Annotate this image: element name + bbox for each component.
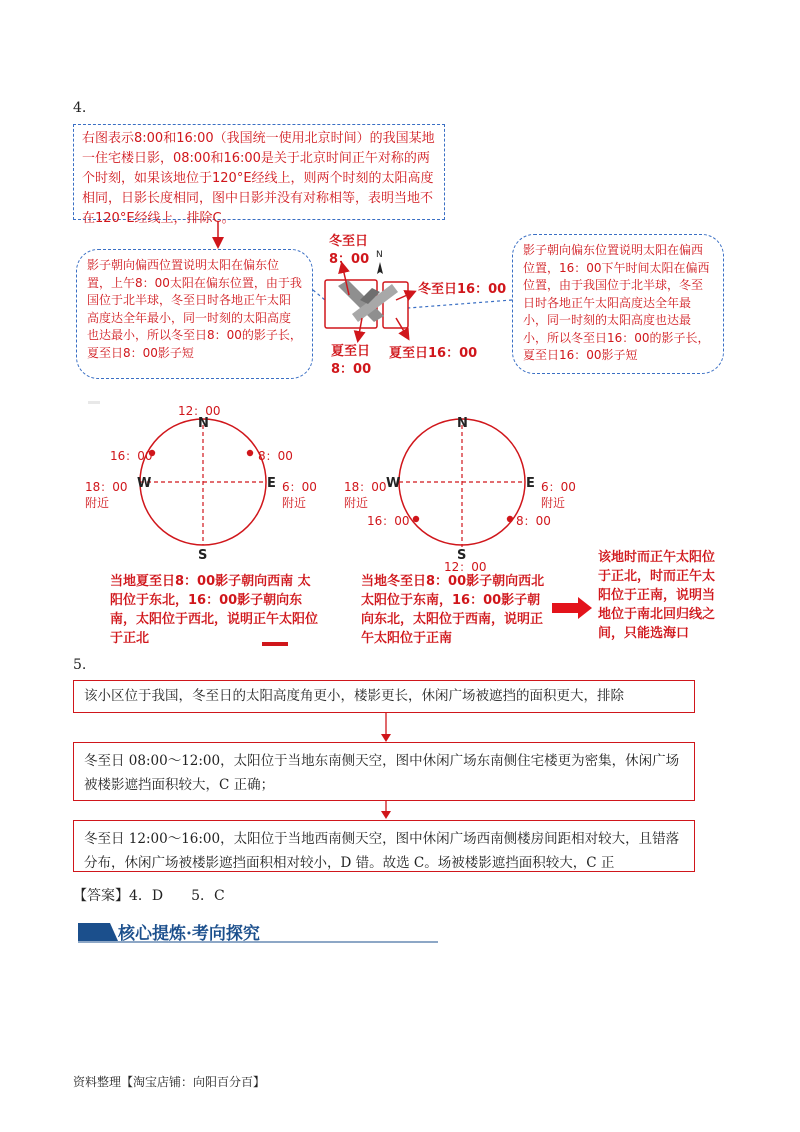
- left-compass-e: E: [267, 476, 276, 491]
- q5-box-3: 冬至日 12:00～16:00，太阳位于当地西南侧天空，图中休闲广场西南侧楼房间距相对较大，且错落分布，休闲广场被楼影遮挡面积相对较小，D 错。故选 C。场被楼影遮挡面积较大，C 正: [73, 820, 695, 872]
- right-compass-e: E: [526, 476, 535, 491]
- q5-flow-arrows: [376, 713, 396, 823]
- footer-source: 资料整理【淘宝店铺：向阳百分百】: [73, 1075, 266, 1089]
- sun-dot-800: [247, 450, 253, 456]
- right-compass-w: W: [386, 476, 401, 491]
- right-compass-s: S: [457, 548, 467, 563]
- sun-dot-800-right: [507, 516, 513, 522]
- q4-right-bubble-text: 影子朝向偏东位置说明太阳在偏西位置，16：00下午时间太阳在偏西位置，由于我国位于北半球，冬至日时各地正午太阳高度达全年最小，同一时刻的太阳高度也达最小，所以冬至日16：00的影子长，夏至日16：00影子短: [523, 243, 710, 362]
- conclusion-arrow-icon: [552, 596, 594, 620]
- right-compass-1600: 16：00: [367, 514, 410, 528]
- left-compass-top-time: 12：00: [178, 404, 221, 418]
- q4-shadow-diagram: [0, 0, 800, 400]
- q5-box-2: 冬至日 08:00～12:00，太阳位于当地东南侧天空，图中休闲广场东南侧住宅楼更为密集，休闲广场被楼影遮挡面积较大，C 正确；: [73, 742, 695, 801]
- compass-right: [399, 419, 525, 547]
- caption-left: 当地夏至日8：00影子朝向西南 太阳位于东北，16：00影子朝向东南，太阳位于西北，说明正午太阳位于正北: [110, 574, 319, 646]
- left-compass-s: S: [198, 548, 208, 563]
- label-summer-1600: 夏至日16：00: [389, 346, 478, 361]
- left-compass-n: N: [198, 416, 209, 431]
- q4-top-explanation-text: 右图表示8:00和16:00（我国统一使用北京时间）的我国某地一住宅楼日影，08:00和16:00是关于北京时间正午对称的两个时刻，如果该地位于120°E经线上，则两个时刻的太阳高度相同，日影长度相同，图中日影并没有对称相等，表明当地不在120°E经线上，排除C。: [82, 131, 435, 226]
- left-compass-w: W: [137, 476, 152, 491]
- label-winter-800: 冬至日 8：00: [329, 234, 370, 267]
- question-4-number: 4.: [73, 100, 87, 116]
- left-compass-1600: 16：00: [110, 449, 153, 463]
- answer-line: 【答案】4．D 5．C: [73, 888, 225, 904]
- conclusion-text: 该地时而正午太阳位于正北，时而正午太阳位于正南，说明当地位于南北回归线之间，只能选海口: [598, 550, 716, 641]
- right-compass-east-time: 6：00 附近: [541, 480, 576, 510]
- north-arrow-icon: [377, 262, 383, 274]
- section-title: 核心提炼·考向探究: [118, 924, 260, 944]
- right-compass-bottom-time: 12：00: [444, 560, 487, 574]
- right-compass-n: N: [457, 416, 468, 431]
- sun-dot-1600-right: [413, 516, 419, 522]
- caption-right: 当地冬至日8：00影子朝向西北太阳位于东南，16：00影子朝向东北，太阳位于西南，说明正午太阳位于正南: [361, 574, 545, 646]
- right-compass-800: 8：00: [516, 514, 551, 528]
- label-summer-800: 夏至日 8：00: [331, 344, 372, 377]
- compass-left: [140, 419, 266, 545]
- right-compass-west-time: 18：00 附近: [344, 480, 387, 510]
- q4-left-bubble-text: 影子朝向偏西位置说明太阳在偏东位置，上午8：00太阳在偏东位置，由于我国位于北半球，冬至日时各地正午太阳高度达全年最小，同一时刻的太阳高度也达最小，所以冬至日8：00的影子长，夏至日8：00影子短: [87, 258, 302, 360]
- left-compass-800: 8：00: [258, 449, 293, 463]
- question-5-number: 5.: [73, 657, 87, 673]
- q5-box-1: 该小区位于我国，冬至日的太阳高度角更小，楼影更长，休闲广场被遮挡的面积更大，排除: [73, 680, 695, 713]
- label-winter-1600: 冬至日16：00: [418, 282, 507, 297]
- left-compass-west-time: 18：00 附近: [85, 480, 128, 510]
- left-compass-east-time: 6：00 附近: [282, 480, 317, 510]
- north-letter: N: [376, 250, 383, 260]
